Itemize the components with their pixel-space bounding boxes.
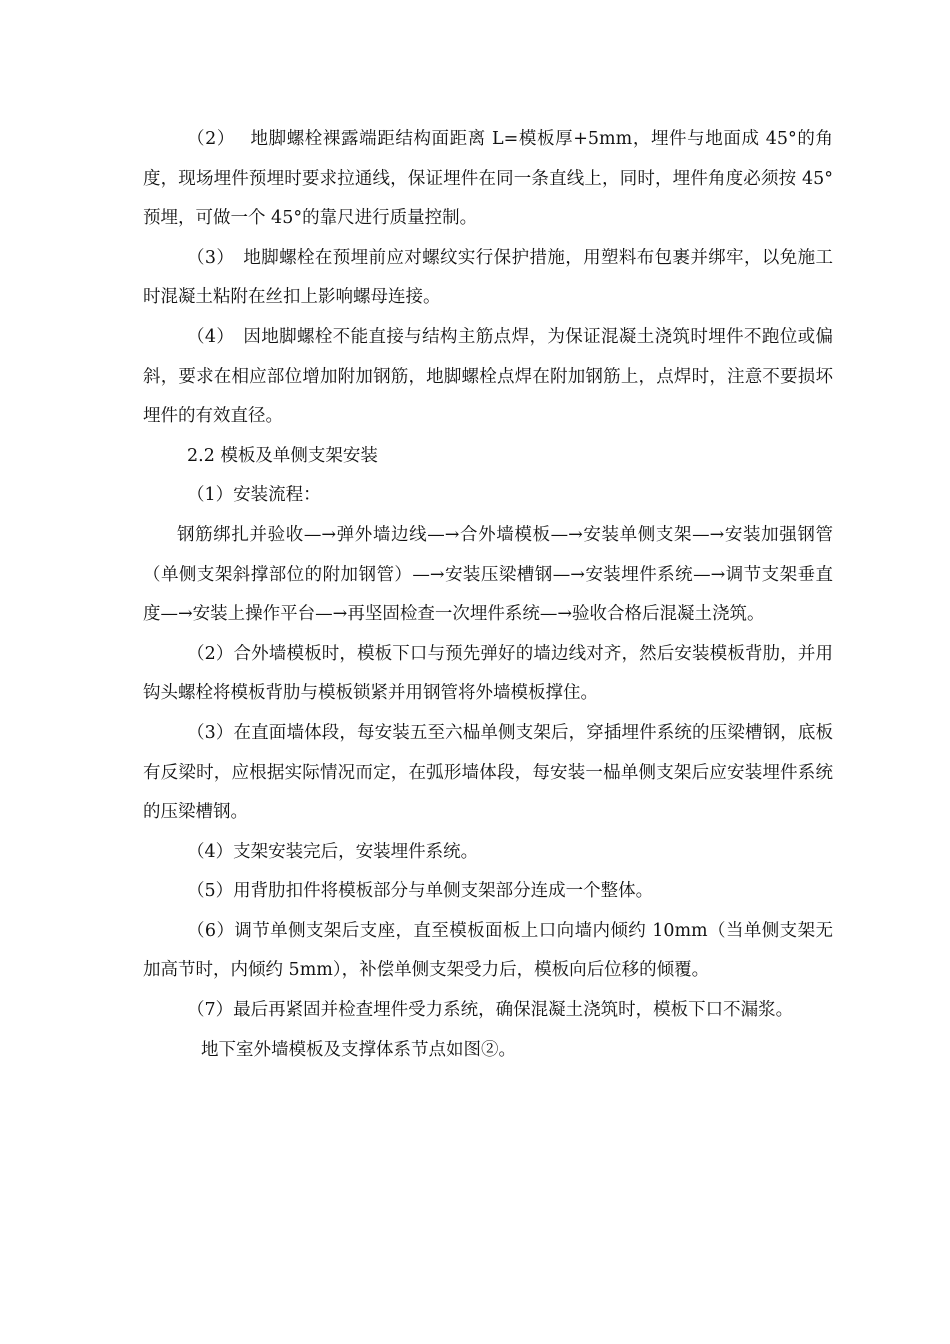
document-body — [143, 120, 833, 1070]
paragraph-anchor-bolt-exposed-end: （2） 地脚螺栓裸露端距结构面距离 L=模板厚+5mm，埋件与地面成 45°的角度，现场埋件预埋时要求拉通线，保证埋件在同一条直线上，同时，埋件角度必须按 45°预埋，可做一个 45°的靠尺进行质量控制。 — [143, 129, 833, 229]
paragraph-final-tightening: （7）最后再紧固并检查埋件受力系统，确保混凝土浇筑时，模板下口不漏浆。 — [187, 1000, 794, 1021]
paragraph-outer-wall-formwork: （2）合外墙模板时，模板下口与预先弹好的墙边线对齐，然后安装模板背肋，并用钩头螺栓将模板背肋与模板锁紧并用钢管将外墙模板撑住。 — [143, 643, 833, 704]
section-heading-2-2: 2.2 模板及单侧支架安装 — [187, 445, 378, 466]
paragraph-pressure-beam-channel: （3）在直面墙体段，每安装五至六榀单侧支架后，穿插埋件系统的压梁槽钢，底板有反梁时，应根据实际情况而定，在弧形墙体段，每安装一榀单侧支架后应安装埋件系统的压梁槽钢。 — [143, 722, 833, 823]
paragraph-adjust-rear-support: （6）调节单侧支架后支座，直至模板面板上口向墙内倾约 10mm（当单侧支架无加高节时，内倾约 5mm），补偿单侧支架受力后，模板向后位移的倾覆。 — [143, 920, 833, 981]
paragraph-installation-flow-title: （1）安装流程： — [187, 485, 321, 506]
paragraph-installation-flow: 钢筋绑扎并验收—→弹外墙边线—→合外墙模板—→安装单侧支架—→安装加强钢管（单侧支架斜撑部位的附加钢管）—→安装压梁槽钢—→安装埋件系统—→调节支架垂直度—→安装上操作平台—→再坚固检查一次埋件系统—→验收合格后混凝土浇筑。 — [143, 524, 833, 625]
paragraph-figure-reference: 地下室外墙模板及支撑体系节点如图②。 — [201, 1039, 516, 1060]
paragraph-back-rib-fastener: （5）用背肋扣件将模板部分与单侧支架部分连成一个整体。 — [187, 881, 654, 902]
paragraph-anchor-bolt-thread-protection: （3） 地脚螺栓在预埋前应对螺纹实行保护措施，用塑料布包裹并绑牢，以免施工时混凝土粘附在丝扣上影响螺母连接。 — [143, 247, 833, 308]
paragraph-install-embedded-system: （4）支架安装完后，安装埋件系统。 — [187, 841, 479, 862]
paragraph-anchor-bolt-additional-rebar: （4） 因地脚螺栓不能直接与结构主筋点焊，为保证混凝土浇筑时埋件不跑位或偏斜，要求在相应部位增加附加钢筋，地脚螺栓点焊在附加钢筋上，点焊时，注意不要损坏埋件的有效直径。 — [143, 326, 833, 427]
